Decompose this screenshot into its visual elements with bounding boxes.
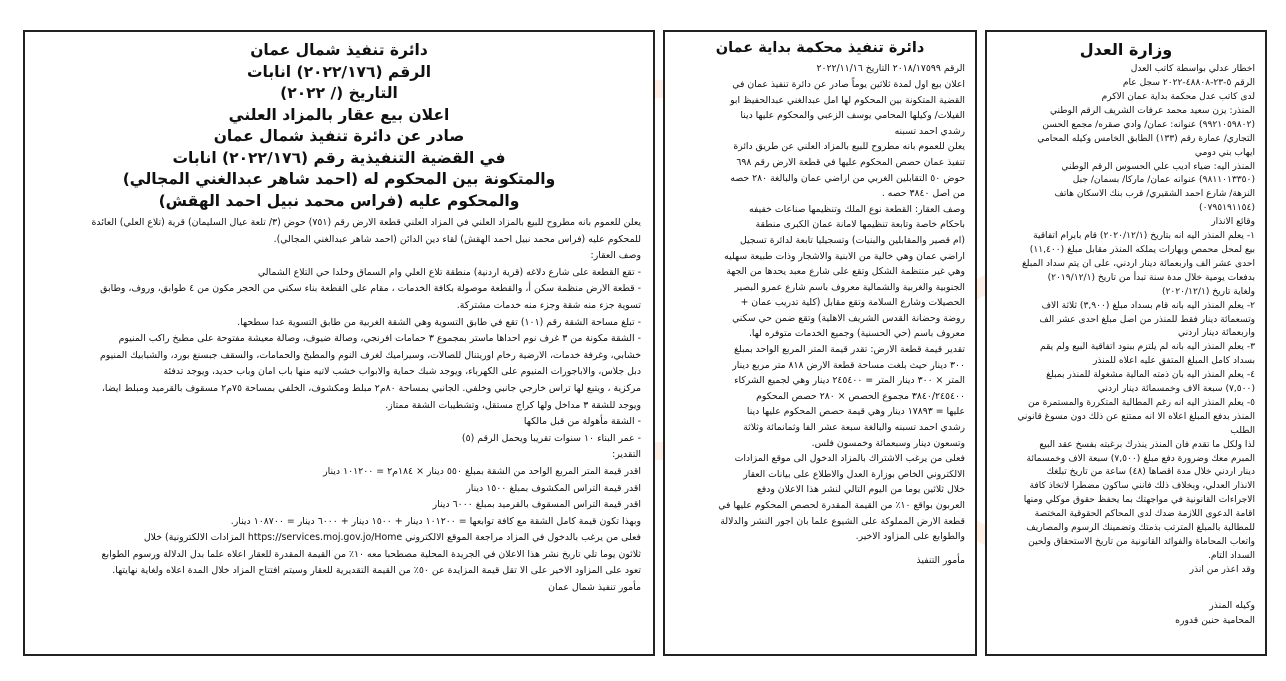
signature-line: وكيله المنذر	[1209, 599, 1255, 611]
heading-line: دائرة تنفيذ شمال عمان	[250, 41, 428, 59]
text-line: دبل جلاس، والاباجورات المنيوم على الكهرباء، ويوجد شبك حماية والابواب خشب لاتيه منها باب امان وباب حديد، ويوجد تدفئة	[163, 366, 641, 378]
text-line: ٣٨٤٠/٢٤٥٤٠٠ مجموع الحصص × ٢٨٠ حصص المحكوم	[756, 390, 965, 402]
text-line: احدى عشر الف واربعمائة دينار اردني، على ان يتم سداد المبلغ	[1021, 258, 1255, 269]
text-line: اعلان بيع اول لمدة ثلاثين يوماً صادر عن دائرة تنفيذ عمان في	[732, 78, 965, 90]
signature	[997, 598, 1255, 628]
ad-ministry-of-justice	[985, 30, 1267, 656]
text-line: اقدر قيمة التراس المسقوف بالقرميد بمبلغ ٦٠٠٠ دينار	[432, 499, 641, 511]
text-line: (ام قصير والمقابلين والبنيات) وتسجيليا تابعة لدائرة تسجيل	[740, 234, 965, 246]
text-line: تسوية جزء منه شقة وجزء منه خدمات مشتركة.	[456, 299, 641, 311]
text-line: الطلب	[1230, 425, 1255, 436]
text-line: (٧,٥٠٠) سبعة الاف وخمسمائة دينار اردني	[1097, 384, 1255, 395]
text-line: الفيلات/ وكيلها المحامي يوسف الزعبي والمحكوم عليها دينا	[740, 110, 965, 122]
text-line: وقد اعذر من انذر	[1189, 564, 1255, 575]
text-line: التقدير:	[612, 449, 641, 461]
text-line: (٩٩٢١٠٥٩٨٠٢) عنوانه: عمان/ وادي صقره/ مجمع الحسن	[1042, 119, 1255, 130]
text-line: ٢- يعلم المنذر اليه بانه قام بسداد مبلغ (٣,٩٠٠) ثلاثة الاف	[1041, 300, 1255, 311]
text-line: التجاري/ عمارة رقم (١٣٣) الطابق الخامس وكيله المحامي	[1037, 133, 1255, 144]
text-line: المنذر بدفع المبلغ اعلاه الا انه ممتنع عن ذلك دون مسوغ قانوني	[1017, 411, 1255, 422]
text-line: روضة وحضانة القدس الشريف الاهلية) وتقع ضمن حي سكني	[732, 312, 965, 324]
text-line: (٠٧٩٥١٩١١٥٤)	[1199, 203, 1255, 214]
ad-body	[675, 61, 965, 544]
text-line: العربون بواقع ١٠٪ من القيمة المقدرة لحصص المحكوم عليها في	[718, 500, 965, 512]
heading-line: والمتكونة بين المحكوم له (احمد شاهر عبدالغني المجالي)	[122, 170, 556, 188]
text-line: يعلن للعموم بانه مطروح للبيع بالمزاد العلني عن طريق دائرة	[733, 141, 965, 153]
text-line: الرقم ٢٠١٨/١٧٥٩٩ التاريخ ٢٠٢٢/١١/١٦	[816, 63, 965, 75]
text-line: الالكتروني الخاص بوزارة العدل والاطلاع على بيانات العقار	[743, 468, 965, 480]
text-line: الجنوبية والغربية والشمالية معروف باسم شارع عمرو البصير	[734, 281, 965, 293]
ad-title: دائرة تنفيذ محكمة بداية عمان	[715, 40, 925, 56]
text-line: وصف العقار:	[590, 250, 641, 262]
text-line: مركزية ، ويتبع لها تراس خارجي جانبي وخلفي. الجانبي بمساحة ٨٠م٢ مبلط ومكشوف، الخلفي بمساحة ٧٥م٢ مسقوف بالقرميد ومبلط ايضا،	[101, 382, 641, 394]
text-line: - قطعة الارض منظمة سكن أ، والقطعة موصولة بكافة الخدمات ، مقام على القطعة بناء سكني من الحجر مكون من ٤ طوابق، وروف، وطابق	[100, 283, 641, 295]
text-line: - الشقة مكونة من ٣ غرف نوم احداها ماستر بمجموع ٣ حمامات افرنجي، وصالة ضيوف، وصالة معيشة مفتوحة على مطبخ راكب المنيوم	[118, 333, 641, 345]
heading-line: الرقم (٢٠٢٢/١٧٦) انابات	[246, 62, 432, 81]
text-line: من اصل ٣٨٤٠ حصه .	[881, 188, 965, 200]
text-line: اراضي عمان وهي خالية من الابنية والاشجار وذات طبيعة سهليه	[724, 250, 965, 262]
text-line: بيع لمحل محمص وبهارات يملكه المنذر مقابل مبلغ (١١,٤٠٠)	[1029, 244, 1255, 255]
text-line: لدى كاتب عدل محكمة بداية عمان الاكرم	[1101, 92, 1255, 102]
text-line: اقدر قيمة التراس المكشوف بمبلغ ١٥٠٠ دينار	[466, 482, 641, 494]
text-line: تعود على المزاود الاخير على الا تقل قيمة المزايدة عن ٥٠٪ من القيمة التقديرية للعقار وسيتم افتتاح المزاد خلال المدة اعلاه ولغاية نهايتها.	[112, 565, 641, 577]
text-line: ٥- يعلم المنذر اليه انه رغم المطالبة المتكررة والمستمرة من	[1028, 397, 1255, 408]
text-line: معروف باسم (حي الحسنية) وجميع الخدمات متوفره لها.	[748, 328, 965, 340]
text-line: المبرم معك وضرورة دفع مبلغ (٧,٥٠٠) سبعة الاف وخمسمائة	[1026, 453, 1255, 464]
text-line: ١- يعلم المنذر اليه انه بتاريخ (٢٠٢٠/١٢/١) قام بابرام اتفاقية	[1033, 231, 1255, 242]
heading-line: صادر عن دائرة تنفيذ شمال عمان	[213, 127, 465, 145]
text-line: الرقم ٥-٢٣-٤٨٨٠٨-٢٠٢٢ سجل عام	[1122, 78, 1255, 89]
text-line: والطوابع على المزاود الاخير.	[855, 531, 965, 543]
text-line: بسداد كامل المبلغ المتفق عليه اعلاه للمنذر	[1093, 356, 1255, 367]
text-line: الحصيلات وشارع السلامة وتقع مقابل (كلية تدريب عمان +	[740, 297, 965, 309]
text-line: ٣- يعلم المنذر اليه بانه لم يلتزم ببنود اتفاقية البيع ولم يقم	[1040, 342, 1255, 353]
text-line: النزهة/ شارع احمد الشقيري/ قرب بنك الاسكان هاتف	[1054, 189, 1255, 200]
text-line: فعلى من يرغب الاشتراك بالمزاد الدخول الى موقع المزادات	[734, 453, 965, 465]
text-line: رشدي احمد تسبنه	[894, 125, 965, 137]
heading-line: التاريخ (/ ٢٠٢٢)	[280, 84, 398, 102]
heading-line: والمحكوم عليه (فراس محمد نبيل احمد الهقش)	[158, 191, 520, 210]
ad-amman-first-instance-execution	[663, 30, 977, 656]
text-line: ايهاب بني دومي	[1194, 147, 1255, 158]
ad-body	[37, 215, 641, 597]
text-line: - عمر البناء ١٠ سنوات تقريبا ويحمل الرقم (٥)	[461, 432, 641, 444]
text-line: فعلى من يرغب بالدخول في المزاد مراجعة الموقع الالكتروني https://services.moj.gov.jo/Home المزادات الالكترونية) خلال	[143, 532, 641, 544]
text-line: - الشقة مأهولة من قبل مالكها	[523, 416, 641, 428]
text-line: المنذر: يزن سعيد محمد عرفات الشريف الرقم الوطني	[1049, 105, 1255, 116]
text-line: - تبلغ مساحة الشقة رقم (١٠١) تقع في طابق التسوية وهي الشقة الغربية من طابق التسوية عدا سطحها.	[237, 316, 641, 328]
text-line: الاجراءات القانونية في مواجهتك بما يحفظ حقوق موكلي ومنها	[1023, 495, 1255, 506]
text-line: واتعاب المحاماة والفوائد القانونية من تاريخ الاستحقاق ولحين	[1028, 537, 1255, 547]
text-line: واربعمائة دينار اردني	[1177, 328, 1255, 339]
text-line: عليها = ١٧٨٩٣ دينار وهي قيمة حصص المحكوم عليها دينا	[746, 406, 965, 418]
text-line: ثلاثون يوما تلي تاريخ نشر هذا الاعلان في الجريدة المحلية مصطحبا معه ١٠٪ من القيمة المقدرة للعقار اعلاه علما بدل الدلالة ورسوم الطوابع	[101, 548, 641, 560]
text-line: القضية المتكونة بين المحكوم لها امل عبدالغني عبدالحفيظ ابو	[730, 94, 965, 106]
signature-line: المحامية حنين قدوره	[1175, 614, 1255, 626]
ad-body	[997, 63, 1255, 578]
text-line: مأمور تنفيذ شمال عمان	[548, 582, 641, 594]
text-line: السداد التام.	[1208, 550, 1255, 561]
text-line: وبهذا تكون قيمة كامل الشقة مع كافة توابعها = ١٠١٢٠٠ دينار + ١٥٠٠ دينار + ٦٠٠٠ دينار = ١٠٨٧٠٠ دينار.	[230, 515, 641, 527]
text-line: ولغاية تاريخ (٢٠٢٠/١٢/١)	[1161, 286, 1255, 297]
text-line: خلال ثلاثين يوما من اليوم التالي لنشر هذا الاعلان ودفع	[756, 484, 965, 496]
text-line: بدفعات يومية خلال مدة سنة تبدأ من تاريخ (٢٠١٩/١٢/١)	[1047, 272, 1255, 283]
text-line: قطعة الارض المملوكة على الشيوع علما بان اجور النشر والدلالة	[720, 515, 965, 527]
text-line: حوض ٥٠ التقابلين الغربي من اراضي عمان والبالغة ٢٨٠ حصه	[730, 172, 965, 184]
text-line: اقامة الدعوى اللازمة ضدك لدى المحاكم الحقوقية المختصة	[1034, 509, 1255, 520]
text-line: ٣٠٠ دينار حيث بلغت مساحة قطعة الارض ٨١٨ متر مربع دينار	[732, 359, 965, 371]
signature: مأمور التنفيذ	[916, 554, 965, 566]
text-line: باحكام خاصة وتابعة تنظيمها لامانة عمان الكبرى منطقة	[755, 219, 965, 231]
ad-title: وزارة العدل	[1079, 40, 1173, 59]
text-line: خشابي، وغرفة خدمات، الارضية رخام اوريتنال للصالات، وسيراميك لغرف النوم والمطبخ والحمامات، والسقف جبسنغ بورد، والشبابيك المنيوم	[99, 349, 641, 361]
text-line: تنفيذ عمان حصص المحكوم عليها في قطعة الارض رقم ٦٩٨	[736, 156, 965, 168]
text-line: يعلن للعموم بانه مطروح للبيع بالمزاد العلني في المزاد العلني قطعة الارض رقم (٧٥١) حوض (٣/ تلعة عيال السليمان) قرية (تلاع العلي) العائدة	[91, 217, 641, 228]
text-line: وهي غير منتظمة الشكل وتقع على شارع معبد يحدها من الجهة	[726, 266, 965, 278]
text-line: وصف العقار: القطعة نوع الملك وتنظيمها صناعات خفيفه	[748, 203, 965, 215]
ad-heading	[37, 40, 641, 212]
heading-line: اعلان بيع عقار بالمزاد العلني	[228, 105, 450, 124]
text-line: للمطالبة بالمبلغ المترتب بذمتك وتضمينك الرسوم والمصاريف	[1026, 523, 1255, 534]
text-line: - تقع القطعة على شارع دلاغه (قرية اردنية) منطقة تلاع العلي وام السماق وخلدا حي التلاع الشمالي	[257, 266, 641, 278]
text-line: للمحكوم عليه (فراس محمد نبيل احمد الهقش) لقاء دين الدائن (احمد شاهر عبدالغني المجالي).	[273, 233, 641, 245]
text-line: الانذار العدلي، وبخلاف ذلك فانني ساكون مضطرا لاتخاذ كافة	[1029, 481, 1255, 492]
text-line: المنذر اليه: ضياء اديب علي الحسوس الرقم الوطني	[1061, 161, 1255, 172]
text-line: ٤- يعلم المنذر اليه بان ذمته المالية مشغولة للمنذر بمبلغ	[1046, 370, 1255, 381]
heading-line: في القضية التنفيذية رقم (٢٠٢٢/١٧٦) انابات	[172, 148, 506, 167]
text-line: المتر × ٣٠٠ دينار المتر = ٢٤٥٤٠٠ دينار وهي لجميع الشركاء	[734, 375, 965, 387]
text-line: دينار اردني خلال مدة اقصاها (٤٨) ساعة من تاريخ تبلغك	[1046, 467, 1255, 478]
text-line: رشدي احمد تسبنه والبالغة سبعة عشر الفا وثمانمائة وثلاثة	[743, 422, 965, 434]
text-line: وتسعمائة دينار فقط للمنذر من اصل مبلغ احدى عشر الف	[1039, 314, 1255, 325]
text-line: وتسعون دينار وسبعمائة وخمسون فلس.	[811, 437, 965, 449]
text-line: اقدر قيمة المتر المربع الواحد من الشقة بمبلغ ٥٥٠ دينار × ١٨٤م٢ = ١٠١٢٠٠ دينار	[323, 465, 641, 477]
ad-north-amman-execution	[23, 30, 655, 656]
text-line: تقدير قيمة قطعة الارض: تقدر قيمة المتر المربع الواحد بمبلغ	[733, 344, 965, 356]
text-line: ويوجد للشقة ٣ مداخل ولها كراج مستقل، وتشطيبات الشقة ممتاز.	[385, 399, 641, 411]
text-line: وقائع الانذار	[1211, 217, 1255, 228]
text-line: لذا ولكل ما تقدم فان المنذر ينذرك برغبته بفسخ عقد البيع	[1039, 439, 1255, 450]
text-line: اخطار عدلي بواسطة كاتب العدل	[1130, 64, 1255, 75]
text-line: (٩٨١١٠١٣٣٥٠) عنوانه عمان/ ماركا/ بسمان/ جبل	[1072, 175, 1255, 186]
